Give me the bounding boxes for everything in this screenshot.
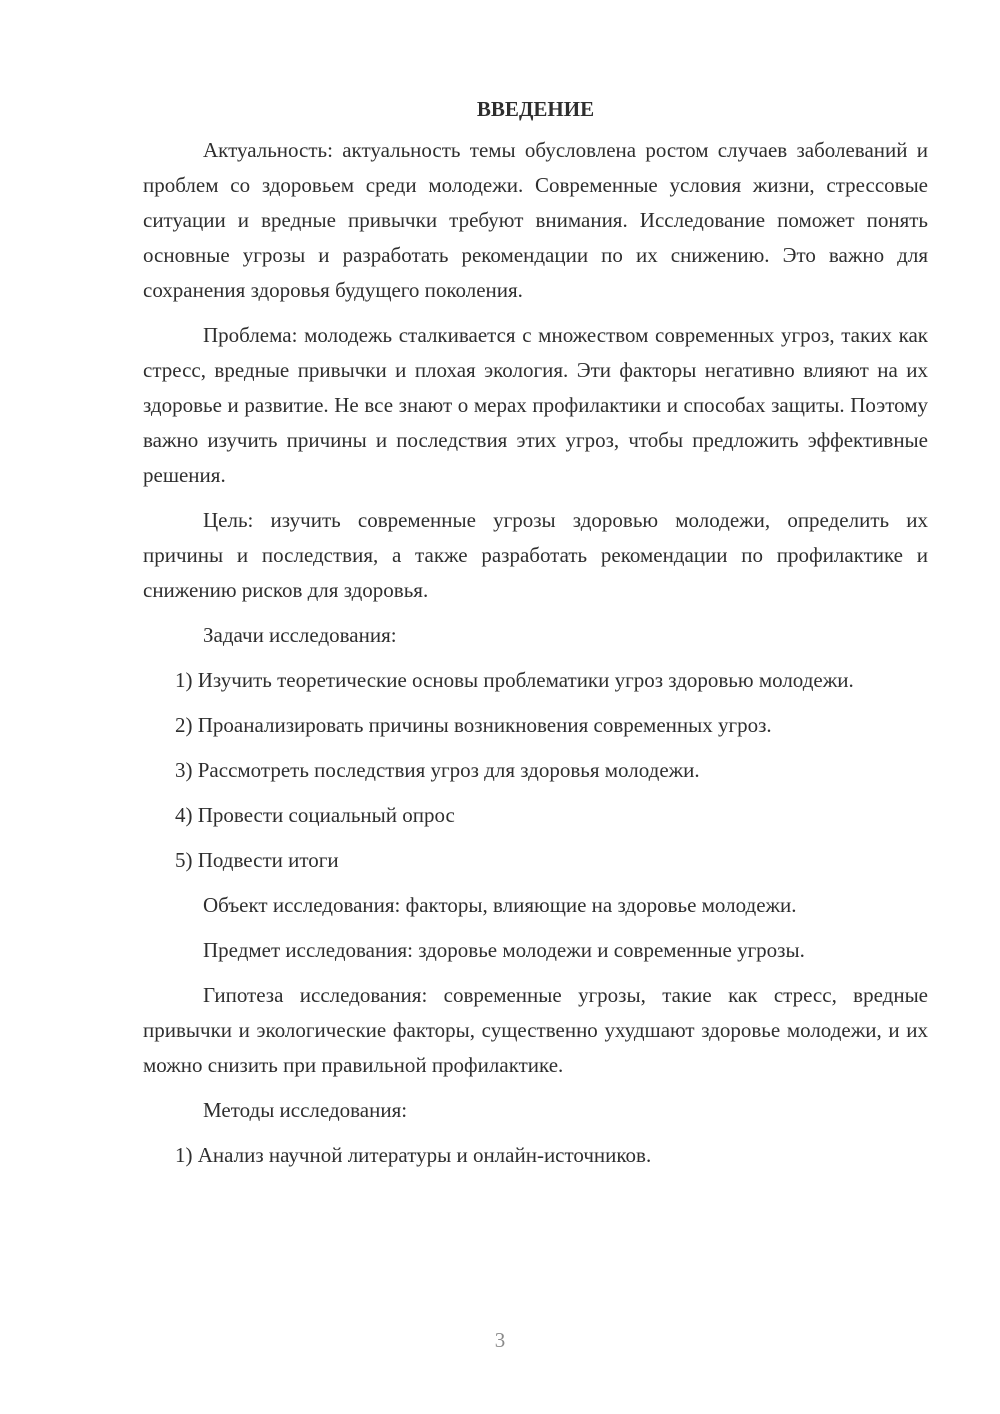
page-number: 3 [494, 1328, 506, 1352]
problem-paragraph: Проблема: молодежь сталкивается с множеством современных угроз, таких как стресс, вредные привычки и плохая экология. Эти факторы негативно влияют на их здоровье и развитие. Не все знают о мерах профилактики и способах защиты. Поэтому важно изучить причины и последствия этих угроз, чтобы предложить эффективные решения. [143, 323, 928, 487]
tasks-heading: Задачи исследования: [203, 623, 397, 647]
task-item: 2) Проанализировать причины возникновения современных угроз. [175, 713, 772, 737]
methods-heading: Методы исследования: [203, 1098, 408, 1122]
research-subject: Предмет исследования: здоровье молодежи и современные угрозы. [203, 938, 805, 962]
method-item: 1) Анализ научной литературы и онлайн-источников. [175, 1143, 652, 1167]
page-title: ВВЕДЕНИЕ [476, 97, 595, 121]
task-item: 1) Изучить теоретические основы проблематики угроз здоровью молодежи. [175, 668, 854, 692]
research-hypothesis: Гипотеза исследования: современные угрозы, такие как стресс, вредные привычки и экологические факторы, существенно ухудшают здоровье молодежи, и их можно снизить при правильной профилактике. [143, 983, 928, 1077]
goal-paragraph: Цель: изучить современные угрозы здоровью молодежи, определить их причины и последствия, а также разработать рекомендации по профилактике и снижению рисков для здоровья. [143, 508, 928, 602]
task-item: 3) Рассмотреть последствия угроз для здоровья молодежи. [175, 758, 700, 782]
task-item: 5) Подвести итоги [175, 848, 339, 872]
document-page [143, 92, 928, 1183]
task-item: 4) Провести социальный опрос [175, 803, 455, 827]
relevance-paragraph: Актуальность: актуальность темы обусловлена ростом случаев заболеваний и проблем со здоровьем среди молодежи. Современные условия жизни, стрессовые ситуации и вредные привычки требуют внимания. Исследование поможет понять основные угрозы и разработать рекомендации по их снижению. Это важно для сохранения здоровья будущего поколения. [143, 138, 928, 302]
research-object: Объект исследования: факторы, влияющие на здоровье молодежи. [203, 893, 797, 917]
